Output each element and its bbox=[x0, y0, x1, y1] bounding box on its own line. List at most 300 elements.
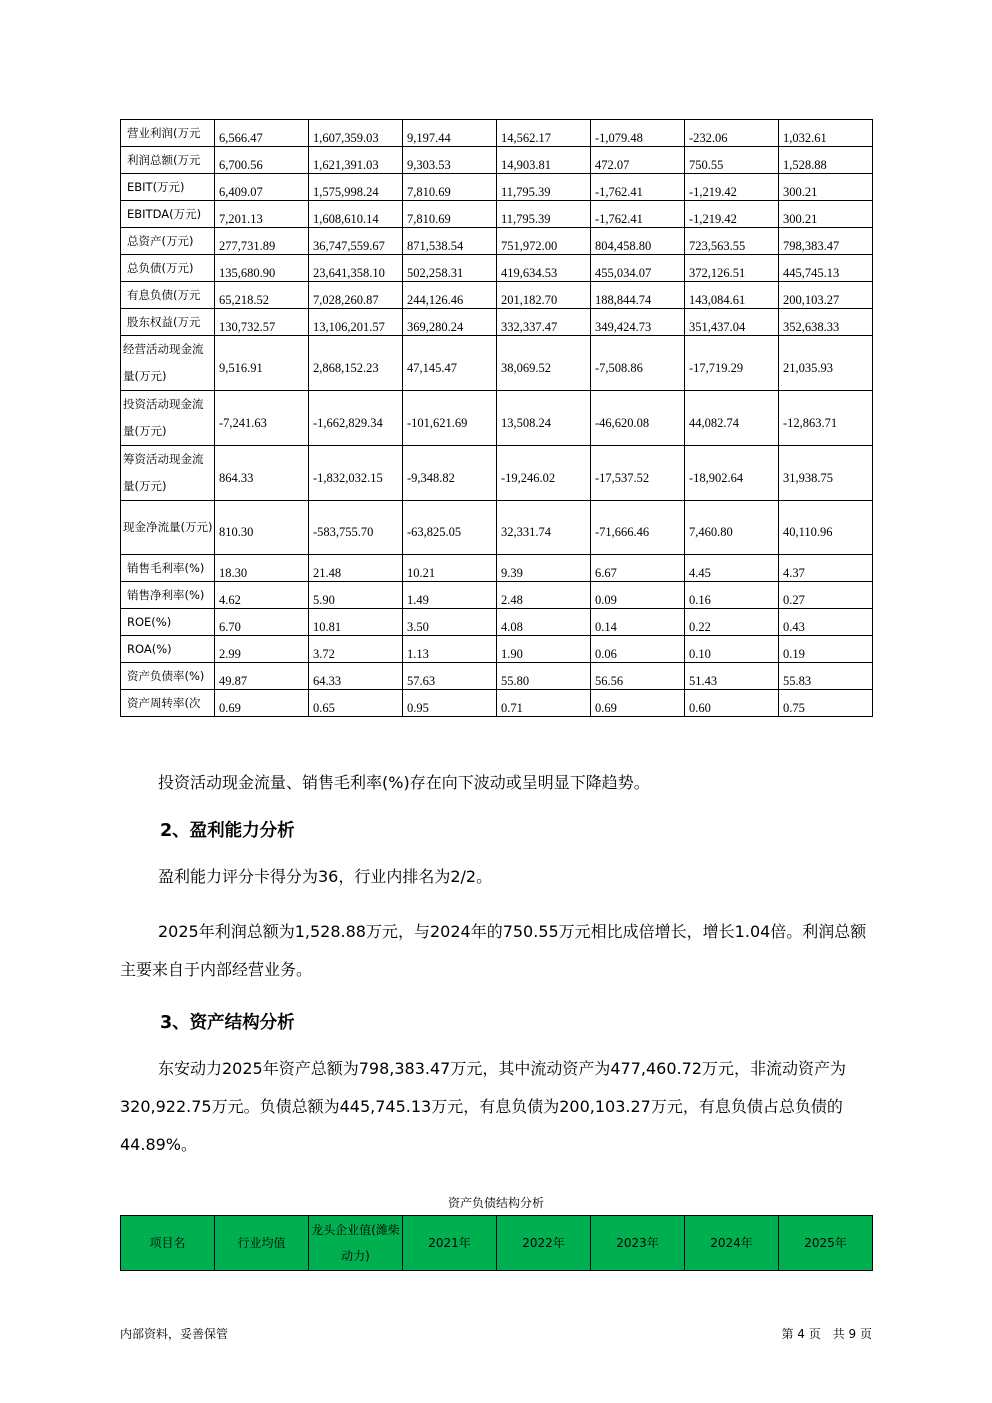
cell-value: 1,607,359.03 bbox=[313, 130, 379, 145]
row-label: EBITDA(万元) bbox=[121, 201, 215, 228]
table-cell bbox=[779, 201, 873, 228]
cell-value: 1.90 bbox=[501, 646, 523, 661]
cell-value: 1,528.88 bbox=[783, 157, 827, 172]
cell-value: 55.83 bbox=[783, 673, 812, 688]
table-cell bbox=[591, 501, 685, 555]
cell-value: -7,508.86 bbox=[595, 360, 643, 375]
table-cell bbox=[591, 391, 685, 446]
table-cell bbox=[215, 636, 309, 663]
cell-value: 11,795.39 bbox=[501, 211, 551, 226]
cell-value: 188,844.74 bbox=[595, 292, 652, 307]
row-label: 筹资活动现金流量(万元) bbox=[121, 446, 215, 501]
cell-value: 369,280.24 bbox=[407, 319, 464, 334]
table-cell bbox=[779, 609, 873, 636]
table-row bbox=[121, 609, 873, 636]
table-cell bbox=[685, 228, 779, 255]
cell-value: 56.56 bbox=[595, 673, 624, 688]
row-label: ROA(%) bbox=[121, 636, 215, 663]
table-cell bbox=[215, 282, 309, 309]
row-label: 股东权益(万元 bbox=[121, 309, 215, 336]
table-cell bbox=[685, 255, 779, 282]
row-label: 营业利润(万元 bbox=[121, 120, 215, 147]
cell-value: 864.33 bbox=[219, 470, 254, 485]
row-label: 资产周转率(次 bbox=[121, 690, 215, 717]
cell-value: 6.67 bbox=[595, 565, 617, 580]
table-cell bbox=[403, 174, 497, 201]
cell-value: 7,810.69 bbox=[407, 211, 451, 226]
table-cell bbox=[497, 446, 591, 501]
cell-value: -7,241.63 bbox=[219, 415, 267, 430]
cell-value: 7,810.69 bbox=[407, 184, 451, 199]
cell-value: 7,028,260.87 bbox=[313, 292, 379, 307]
header-year-2025: 2025年 bbox=[779, 1216, 873, 1271]
cell-value: 2.99 bbox=[219, 646, 241, 661]
table-cell bbox=[403, 336, 497, 391]
table-cell bbox=[591, 282, 685, 309]
table-cell bbox=[215, 201, 309, 228]
table-cell bbox=[309, 201, 403, 228]
table-cell bbox=[309, 501, 403, 555]
table-cell bbox=[215, 391, 309, 446]
cell-value: 0.10 bbox=[689, 646, 711, 661]
table-row bbox=[121, 255, 873, 282]
cell-value: 9,197.44 bbox=[407, 130, 451, 145]
table-cell bbox=[591, 120, 685, 147]
table-row bbox=[121, 147, 873, 174]
cell-value: 798,383.47 bbox=[783, 238, 840, 253]
table-cell bbox=[685, 501, 779, 555]
cell-value: 1,032.61 bbox=[783, 130, 827, 145]
cell-value: 0.75 bbox=[783, 700, 805, 715]
cell-value: 9,516.91 bbox=[219, 360, 263, 375]
cell-value: 472.07 bbox=[595, 157, 630, 172]
table-cell bbox=[215, 501, 309, 555]
cell-value: 0.71 bbox=[501, 700, 523, 715]
table-cell bbox=[215, 228, 309, 255]
row-label: 有息负债(万元 bbox=[121, 282, 215, 309]
table-cell bbox=[779, 663, 873, 690]
cell-value: 65,218.52 bbox=[219, 292, 269, 307]
cell-value: 64.33 bbox=[313, 673, 342, 688]
table-cell bbox=[591, 636, 685, 663]
cell-value: 4.62 bbox=[219, 592, 241, 607]
cell-value: -19,246.02 bbox=[501, 470, 556, 485]
table-cell bbox=[497, 147, 591, 174]
cell-value: 135,680.90 bbox=[219, 265, 276, 280]
table-cell bbox=[591, 228, 685, 255]
table-cell bbox=[309, 690, 403, 717]
table-cell bbox=[403, 282, 497, 309]
cell-value: 1.49 bbox=[407, 592, 429, 607]
table-row bbox=[121, 174, 873, 201]
cell-value: 21,035.93 bbox=[783, 360, 833, 375]
table-cell bbox=[591, 690, 685, 717]
table-cell bbox=[497, 609, 591, 636]
section-2-heading: 2、盈利能力分析 bbox=[160, 821, 295, 841]
cell-value: 44,082.74 bbox=[689, 415, 739, 430]
table-cell bbox=[497, 391, 591, 446]
table-cell bbox=[215, 255, 309, 282]
table-cell bbox=[309, 228, 403, 255]
table-cell bbox=[215, 120, 309, 147]
cell-value: 0.19 bbox=[783, 646, 805, 661]
table-row bbox=[121, 309, 873, 336]
table-cell bbox=[779, 282, 873, 309]
table-cell bbox=[403, 501, 497, 555]
cell-value: 47,145.47 bbox=[407, 360, 457, 375]
cell-value: 3.72 bbox=[313, 646, 335, 661]
table-row bbox=[121, 120, 873, 147]
row-label: 总资产(万元) bbox=[121, 228, 215, 255]
table-cell bbox=[591, 555, 685, 582]
table-cell bbox=[309, 174, 403, 201]
header-year-2021: 2021年 bbox=[403, 1216, 497, 1271]
cell-value: 23,641,358.10 bbox=[313, 265, 385, 280]
cell-value: 1,575,998.24 bbox=[313, 184, 379, 199]
table-cell bbox=[685, 582, 779, 609]
cell-value: 13,106,201.57 bbox=[313, 319, 385, 334]
row-label: 总负债(万元) bbox=[121, 255, 215, 282]
cell-value: 0.95 bbox=[407, 700, 429, 715]
cell-value: 6,700.56 bbox=[219, 157, 263, 172]
row-label: 利润总额(万元 bbox=[121, 147, 215, 174]
table-cell bbox=[591, 582, 685, 609]
table-cell bbox=[309, 309, 403, 336]
cell-value: -583,755.70 bbox=[313, 525, 374, 539]
cell-value: 32,331.74 bbox=[501, 525, 551, 539]
section-3-paragraph: 东安动力2025年资产总额为798,383.47万元，其中流动资产为477,460.72万元，非流动资产为320,922.75万元。负债总额为445,745.13万元，有息负债为200,103.27万元，有息负债占总负债的44.89%。 bbox=[120, 1059, 846, 1154]
header-leader-value: 龙头企业值(潍柴动力) bbox=[309, 1216, 403, 1271]
row-label: EBIT(万元) bbox=[121, 174, 215, 201]
table-cell bbox=[309, 147, 403, 174]
row-label: 销售毛利率(%) bbox=[121, 555, 215, 582]
cell-value: 0.69 bbox=[219, 700, 241, 715]
table-cell bbox=[309, 636, 403, 663]
table-cell bbox=[215, 336, 309, 391]
table-cell bbox=[403, 228, 497, 255]
table-cell bbox=[309, 391, 403, 446]
table-cell bbox=[685, 663, 779, 690]
cell-value: 244,126.46 bbox=[407, 292, 464, 307]
cell-value: 49.87 bbox=[219, 673, 248, 688]
header-year-2023: 2023年 bbox=[591, 1216, 685, 1271]
table-cell bbox=[779, 690, 873, 717]
table-cell bbox=[685, 174, 779, 201]
cell-value: 0.60 bbox=[689, 700, 711, 715]
table-cell bbox=[591, 309, 685, 336]
table-cell bbox=[591, 336, 685, 391]
table-row bbox=[121, 582, 873, 609]
cell-value: 1.13 bbox=[407, 646, 429, 661]
table-cell bbox=[685, 446, 779, 501]
cell-value: 4.45 bbox=[689, 565, 711, 580]
cell-value: 57.63 bbox=[407, 673, 436, 688]
cell-value: 11,795.39 bbox=[501, 184, 551, 199]
table-cell bbox=[403, 582, 497, 609]
cell-value: 723,563.55 bbox=[689, 238, 746, 253]
row-label: 销售净利率(%) bbox=[121, 582, 215, 609]
table-cell bbox=[497, 255, 591, 282]
table-cell bbox=[497, 228, 591, 255]
balance-structure-table bbox=[120, 1215, 873, 1271]
table-cell bbox=[403, 309, 497, 336]
cell-value: -46,620.08 bbox=[595, 415, 650, 430]
cell-value: 10.21 bbox=[407, 565, 436, 580]
table-cell bbox=[403, 147, 497, 174]
footer-page-number: 第 4 页 共 9 页 bbox=[781, 1327, 872, 1341]
section-3-heading: 3、资产结构分析 bbox=[160, 1013, 295, 1033]
table-cell bbox=[497, 663, 591, 690]
cell-value: 13,508.24 bbox=[501, 415, 551, 430]
cell-value: 38,069.52 bbox=[501, 360, 551, 375]
table-cell bbox=[591, 201, 685, 228]
table-cell bbox=[779, 120, 873, 147]
table-cell bbox=[779, 255, 873, 282]
cell-value: 804,458.80 bbox=[595, 238, 652, 253]
table-cell bbox=[779, 336, 873, 391]
cell-value: 4.08 bbox=[501, 619, 523, 634]
table-cell bbox=[497, 690, 591, 717]
table-cell bbox=[779, 147, 873, 174]
cell-value: 31,938.75 bbox=[783, 470, 833, 485]
section-2-paragraph-1: 盈利能力评分卡得分为36，行业内排名为2/2。 bbox=[158, 867, 493, 886]
cell-value: 2,868,152.23 bbox=[313, 360, 379, 375]
cell-value: -1,762.41 bbox=[595, 211, 643, 226]
cell-value: 351,437.04 bbox=[689, 319, 746, 334]
cell-value: 130,732.57 bbox=[219, 319, 276, 334]
cell-value: 143,084.61 bbox=[689, 292, 746, 307]
cell-value: 445,745.13 bbox=[783, 265, 840, 280]
cell-value: 0.43 bbox=[783, 619, 805, 634]
table-cell bbox=[403, 120, 497, 147]
table-cell bbox=[309, 120, 403, 147]
cell-value: -12,863.71 bbox=[783, 415, 838, 430]
cell-value: 0.06 bbox=[595, 646, 617, 661]
cell-value: 3.50 bbox=[407, 619, 429, 634]
cell-value: 9.39 bbox=[501, 565, 523, 580]
table-cell bbox=[685, 609, 779, 636]
table-row bbox=[121, 555, 873, 582]
cell-value: -63,825.05 bbox=[407, 525, 462, 539]
table-cell bbox=[497, 336, 591, 391]
table-cell bbox=[591, 609, 685, 636]
table-cell bbox=[215, 555, 309, 582]
table-row bbox=[121, 336, 873, 391]
cell-value: 7,460.80 bbox=[689, 525, 733, 539]
cell-value: 55.80 bbox=[501, 673, 530, 688]
table-cell bbox=[403, 446, 497, 501]
cell-value: 9,303.53 bbox=[407, 157, 451, 172]
cell-value: -232.06 bbox=[689, 130, 728, 145]
cell-value: 14,562.17 bbox=[501, 130, 551, 145]
financial-table-body bbox=[121, 120, 873, 717]
cell-value: 352,638.33 bbox=[783, 319, 840, 334]
cell-value: 751,972.00 bbox=[501, 238, 558, 253]
table-cell bbox=[215, 446, 309, 501]
cell-value: 4.37 bbox=[783, 565, 805, 580]
cell-value: 810.30 bbox=[219, 525, 254, 539]
cell-value: 200,103.27 bbox=[783, 292, 840, 307]
table-cell bbox=[215, 663, 309, 690]
cell-value: 21.48 bbox=[313, 565, 342, 580]
table-cell bbox=[779, 636, 873, 663]
cell-value: -1,079.48 bbox=[595, 130, 643, 145]
table-cell bbox=[403, 255, 497, 282]
cell-value: 0.69 bbox=[595, 700, 617, 715]
table-cell bbox=[779, 555, 873, 582]
table-row bbox=[121, 201, 873, 228]
table-cell bbox=[497, 309, 591, 336]
table-cell bbox=[591, 174, 685, 201]
table-cell bbox=[215, 309, 309, 336]
cell-value: 6,409.07 bbox=[219, 184, 263, 199]
table-cell bbox=[685, 336, 779, 391]
table-cell bbox=[309, 555, 403, 582]
cell-value: 201,182.70 bbox=[501, 292, 558, 307]
table-cell bbox=[309, 255, 403, 282]
table-cell bbox=[779, 582, 873, 609]
table-cell bbox=[685, 282, 779, 309]
cell-value: 372,126.51 bbox=[689, 265, 746, 280]
table-cell bbox=[215, 609, 309, 636]
table-cell bbox=[591, 663, 685, 690]
cell-value: -1,662,829.34 bbox=[313, 415, 383, 430]
row-label: 现金净流量(万元) bbox=[121, 501, 215, 555]
cell-value: -1,219.42 bbox=[689, 184, 737, 199]
cell-value: 10.81 bbox=[313, 619, 342, 634]
table-cell bbox=[215, 582, 309, 609]
table-cell bbox=[591, 147, 685, 174]
table-row bbox=[121, 501, 873, 555]
cell-value: -9,348.82 bbox=[407, 470, 455, 485]
table-cell bbox=[215, 690, 309, 717]
trend-note: 投资活动现金流量、销售毛利率(%)存在向下波动或呈明显下降趋势。 bbox=[158, 773, 650, 792]
table-cell bbox=[685, 690, 779, 717]
table-cell bbox=[779, 309, 873, 336]
table-cell bbox=[591, 446, 685, 501]
cell-value: -71,666.46 bbox=[595, 525, 650, 539]
table-cell bbox=[497, 555, 591, 582]
table-cell bbox=[685, 147, 779, 174]
table-row bbox=[121, 690, 873, 717]
table-row bbox=[121, 663, 873, 690]
table-cell bbox=[309, 282, 403, 309]
table-cell bbox=[497, 582, 591, 609]
table-cell bbox=[779, 446, 873, 501]
header-year-2024: 2024年 bbox=[685, 1216, 779, 1271]
row-label: 经营活动现金流量(万元) bbox=[121, 336, 215, 391]
table-row bbox=[121, 282, 873, 309]
cell-value: -1,832,032.15 bbox=[313, 470, 383, 485]
table-cell bbox=[497, 201, 591, 228]
header-industry-average: 行业均值 bbox=[215, 1216, 309, 1271]
cell-value: 6.70 bbox=[219, 619, 241, 634]
table-cell bbox=[779, 391, 873, 446]
table-cell bbox=[309, 446, 403, 501]
cell-value: 0.14 bbox=[595, 619, 617, 634]
table-row bbox=[121, 391, 873, 446]
cell-value: 349,424.73 bbox=[595, 319, 652, 334]
table-cell bbox=[309, 582, 403, 609]
balance-table-header-row bbox=[121, 1216, 873, 1271]
cell-value: 502,258.31 bbox=[407, 265, 464, 280]
table-cell bbox=[685, 391, 779, 446]
table-cell bbox=[685, 636, 779, 663]
table-row bbox=[121, 228, 873, 255]
row-label: 投资活动现金流量(万元) bbox=[121, 391, 215, 446]
cell-value: 40,110.96 bbox=[783, 525, 833, 539]
table-cell bbox=[497, 636, 591, 663]
table-cell bbox=[497, 501, 591, 555]
table-cell bbox=[685, 309, 779, 336]
table-cell bbox=[403, 555, 497, 582]
table-cell bbox=[403, 609, 497, 636]
table-cell bbox=[403, 636, 497, 663]
table-cell bbox=[309, 609, 403, 636]
cell-value: 36,747,559.67 bbox=[313, 238, 385, 253]
cell-value: 7,201.13 bbox=[219, 211, 263, 226]
cell-value: 0.65 bbox=[313, 700, 335, 715]
cell-value: 1,621,391.03 bbox=[313, 157, 379, 172]
table-cell bbox=[685, 201, 779, 228]
table-cell bbox=[685, 555, 779, 582]
cell-value: 5.90 bbox=[313, 592, 335, 607]
table-cell bbox=[779, 228, 873, 255]
table-cell bbox=[403, 391, 497, 446]
cell-value: -1,762.41 bbox=[595, 184, 643, 199]
cell-value: 871,538.54 bbox=[407, 238, 464, 253]
cell-value: 6,566.47 bbox=[219, 130, 263, 145]
cell-value: -17,537.52 bbox=[595, 470, 650, 485]
cell-value: 1,608,610.14 bbox=[313, 211, 379, 226]
cell-value: 0.27 bbox=[783, 592, 805, 607]
financial-indicator-table bbox=[120, 119, 873, 717]
cell-value: 0.16 bbox=[689, 592, 711, 607]
cell-value: -18,902.64 bbox=[689, 470, 744, 485]
table-cell bbox=[215, 174, 309, 201]
table-cell bbox=[591, 255, 685, 282]
row-label: 资产负债率(%) bbox=[121, 663, 215, 690]
footer-confidential-note: 内部资料，妥善保管 bbox=[120, 1327, 229, 1341]
table-cell bbox=[309, 336, 403, 391]
section-2-paragraph-2: 2025年利润总额为1,528.88万元，与2024年的750.55万元相比成倍增长，增长1.04倍。利润总额主要来自于内部经营业务。 bbox=[120, 922, 867, 979]
table-cell bbox=[309, 663, 403, 690]
cell-value: 14,903.81 bbox=[501, 157, 551, 172]
table-cell bbox=[497, 174, 591, 201]
cell-value: 18.30 bbox=[219, 565, 248, 580]
table-cell bbox=[215, 147, 309, 174]
cell-value: 419,634.53 bbox=[501, 265, 558, 280]
table-cell bbox=[403, 690, 497, 717]
cell-value: 51.43 bbox=[689, 673, 718, 688]
cell-value: 750.55 bbox=[689, 157, 724, 172]
table-cell bbox=[497, 282, 591, 309]
table-cell bbox=[497, 120, 591, 147]
cell-value: -1,219.42 bbox=[689, 211, 737, 226]
table-cell bbox=[403, 663, 497, 690]
cell-value: 277,731.89 bbox=[219, 238, 276, 253]
cell-value: 0.09 bbox=[595, 592, 617, 607]
table-cell bbox=[779, 174, 873, 201]
cell-value: 2.48 bbox=[501, 592, 523, 607]
cell-value: -101,621.69 bbox=[407, 415, 468, 430]
balance-table-caption: 资产负债结构分析 bbox=[447, 1196, 544, 1210]
table-cell bbox=[779, 501, 873, 555]
header-year-2022: 2022年 bbox=[497, 1216, 591, 1271]
header-item-name: 项目名 bbox=[121, 1216, 215, 1271]
cell-value: 300.21 bbox=[783, 184, 818, 199]
cell-value: 455,034.07 bbox=[595, 265, 652, 280]
